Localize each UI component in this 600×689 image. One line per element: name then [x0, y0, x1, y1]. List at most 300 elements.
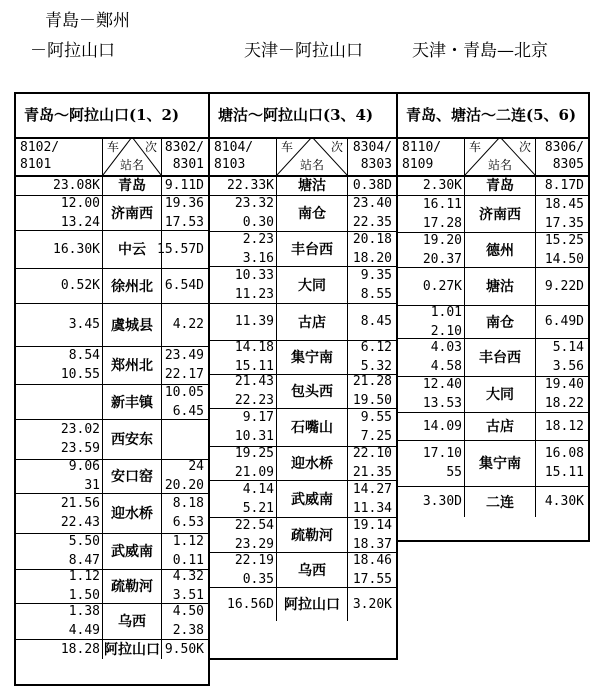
- table-row: [16, 569, 208, 604]
- time-value: 6.12: [360, 340, 392, 355]
- station-name: 德州: [464, 232, 536, 267]
- time-value: 20.37: [422, 251, 462, 267]
- time-value: 19.40: [544, 377, 584, 392]
- station-name: 集宁南: [464, 440, 536, 486]
- right-times: [165, 195, 204, 230]
- time-value: 0.27K: [422, 278, 462, 294]
- left-times: [18, 603, 100, 639]
- time-value: 10.33: [234, 267, 274, 283]
- time-value: 18.45: [544, 196, 584, 212]
- right-times: [353, 374, 392, 408]
- time-value: 0.35: [242, 571, 274, 587]
- table-row: [210, 195, 396, 232]
- time-value: 9.06: [68, 459, 100, 474]
- table-row: [398, 232, 588, 268]
- table-row: [16, 384, 208, 420]
- time-value: 5.21: [242, 500, 274, 516]
- time-value: 0.11: [172, 553, 204, 568]
- time-value: 22.33K: [227, 177, 274, 193]
- timetable-header: [16, 137, 208, 177]
- right-times: [361, 408, 392, 446]
- table-row: [16, 493, 208, 534]
- time-value: 1.12: [68, 569, 100, 584]
- station-name: 安口窑: [102, 459, 162, 493]
- time-value: 19.50: [352, 393, 392, 408]
- time-value: 15.57D: [157, 241, 204, 257]
- right-times: [165, 459, 204, 493]
- right-times: [165, 268, 204, 303]
- time-value: 16.30K: [53, 241, 100, 257]
- time-value: 23.59: [60, 441, 100, 456]
- train-number: 8109: [402, 157, 434, 172]
- left-times: [212, 517, 274, 552]
- train-number: 8101: [20, 157, 52, 172]
- caption-qingdao-zhengzhou: 青島－鄭州: [45, 11, 130, 31]
- time-value: 21.35: [352, 465, 392, 480]
- left-times: [212, 446, 274, 480]
- station-name: 古店: [276, 303, 348, 340]
- station-name: 青岛: [102, 175, 162, 195]
- train-number: 8302/: [164, 140, 204, 155]
- caption-alashankou: －阿拉山口: [30, 41, 115, 61]
- left-times: [18, 346, 100, 384]
- time-value: 19.14: [352, 517, 392, 533]
- table-row: [210, 552, 396, 588]
- time-value: 7.25: [360, 429, 392, 444]
- time-value: 2.30K: [422, 177, 462, 193]
- time-value: 11.39: [234, 314, 274, 329]
- time-value: 1.38: [68, 604, 100, 619]
- time-value: 14.50: [544, 251, 584, 267]
- station-name: 阿拉山口: [102, 639, 162, 659]
- time-value: 0.30: [242, 215, 274, 230]
- left-times: [18, 493, 100, 533]
- left-times: [18, 230, 100, 268]
- station-label: 站名: [299, 158, 324, 172]
- time-value: 23.32: [234, 196, 274, 211]
- time-value: 12.40: [422, 377, 462, 392]
- station-name: 武威南: [102, 533, 162, 569]
- time-value: 4.32: [172, 569, 204, 584]
- station-name: 集宁南: [276, 340, 348, 374]
- left-train-numbers: [214, 139, 253, 173]
- right-times: [353, 587, 392, 621]
- time-value: 1.01: [430, 304, 462, 320]
- time-value: 6.45: [172, 403, 204, 419]
- table-row: [398, 267, 588, 306]
- caption-tianjin-qingdao-beijing: 天津・青島—北京: [412, 41, 548, 61]
- time-value: 15.25: [544, 232, 584, 248]
- time-value: 5.14: [552, 340, 584, 355]
- left-times: [18, 459, 100, 493]
- station-name: 迎水桥: [276, 446, 348, 480]
- station-name: 青岛: [464, 175, 536, 195]
- time-value: 22.17: [164, 367, 204, 382]
- table-row: [210, 408, 396, 447]
- left-times: [400, 195, 462, 232]
- right-times: [353, 552, 392, 587]
- right-times: [545, 440, 584, 486]
- time-value: 17.53: [164, 214, 204, 230]
- time-value: 9.35: [360, 267, 392, 283]
- time-value: 20.20: [164, 478, 204, 493]
- time-value: 23.49: [164, 348, 204, 363]
- train-number: 8301: [172, 157, 204, 172]
- time-value: 10.31: [234, 429, 274, 444]
- right-times: [545, 486, 584, 517]
- right-times: [353, 480, 392, 517]
- station-name: 中云: [102, 230, 162, 268]
- station-label: 站名: [119, 158, 144, 172]
- time-value: 17.55: [352, 571, 392, 587]
- right-times: [173, 533, 204, 569]
- left-times: [18, 569, 100, 603]
- left-train-numbers: [402, 139, 441, 173]
- time-value: 10.55: [60, 367, 100, 382]
- left-times: [212, 231, 274, 266]
- right-times: [353, 231, 392, 266]
- left-times: [212, 266, 274, 303]
- time-value: 3.51: [172, 588, 204, 603]
- time-value: 9.50K: [164, 641, 204, 657]
- time-value: 21.09: [234, 465, 274, 480]
- right-times: [545, 267, 584, 305]
- left-times: [212, 587, 274, 621]
- time-value: 2.38: [172, 623, 204, 638]
- table-row: [398, 486, 588, 517]
- station-name: 塘沽: [464, 267, 536, 305]
- left-times: [400, 486, 462, 517]
- left-times: [18, 175, 100, 195]
- right-times: [545, 175, 584, 195]
- table-row: [16, 268, 208, 304]
- time-value: 21.43: [234, 374, 274, 389]
- ci-label: 次: [330, 140, 343, 154]
- time-value: 3.56: [552, 359, 584, 374]
- left-times: [212, 374, 274, 408]
- table-row: [398, 440, 588, 487]
- time-value: 1.50: [68, 588, 100, 603]
- train-number: 8306/: [544, 140, 584, 155]
- time-value: 0.38D: [352, 177, 392, 193]
- station-name: 阿拉山口: [276, 587, 348, 621]
- station-name: 疏勒河: [276, 517, 348, 552]
- right-times: [165, 384, 204, 419]
- station-name: 武威南: [276, 480, 348, 517]
- time-value: 16.08: [544, 446, 584, 461]
- right-times: [173, 303, 204, 346]
- left-times: [212, 303, 274, 340]
- left-train-numbers: [20, 139, 59, 173]
- time-value: 4.22: [172, 317, 204, 332]
- time-value: 22.43: [60, 515, 100, 530]
- table-row: [16, 303, 208, 347]
- station-name: 济南西: [464, 195, 536, 232]
- time-value: 17.28: [422, 215, 462, 231]
- station-name: 疏勒河: [102, 569, 162, 603]
- time-value: 10.05: [164, 384, 204, 400]
- time-value: 9.55: [360, 410, 392, 425]
- time-value: 6.49D: [544, 314, 584, 329]
- time-value: 4.58: [430, 359, 462, 374]
- station-name: 二连: [464, 486, 536, 517]
- train-number: 8110/: [402, 140, 442, 155]
- train-number: 8102/: [20, 140, 60, 155]
- time-value: 17.35: [544, 215, 584, 231]
- right-times: [173, 569, 204, 603]
- station-name: 虞城县: [102, 303, 162, 346]
- table-row: [398, 305, 588, 339]
- right-times: [361, 303, 392, 340]
- station-name: 包头西: [276, 374, 348, 408]
- time-value: 4.50: [172, 604, 204, 619]
- che-label: 车: [107, 140, 120, 154]
- timetable-qingdao-tanggu-erlian: [396, 92, 590, 542]
- header-diagonal-cell: [102, 137, 162, 175]
- right-train-numbers: [353, 139, 392, 173]
- time-value: 23.29: [234, 536, 274, 552]
- time-value: 11.23: [234, 286, 274, 302]
- left-times: [18, 419, 100, 459]
- left-times: [400, 338, 462, 376]
- table-row: [210, 231, 396, 267]
- station-name: 乌西: [276, 552, 348, 587]
- time-value: 22.35: [352, 215, 392, 230]
- time-value: 5.32: [360, 359, 392, 374]
- left-times: [212, 408, 274, 446]
- time-value: 8.55: [360, 286, 392, 302]
- time-value: 5.50: [68, 534, 100, 549]
- time-value: 4.49: [68, 623, 100, 638]
- left-times: [212, 340, 274, 374]
- table-row: [398, 175, 588, 196]
- time-value: 13.53: [422, 396, 462, 411]
- right-times: [545, 412, 584, 440]
- table-row: [16, 195, 208, 231]
- table-row: [16, 459, 208, 494]
- station-name: 南仓: [464, 305, 536, 338]
- left-times: [400, 175, 462, 195]
- header-diagonal-cell: [464, 137, 536, 175]
- time-value: 12.00: [60, 195, 100, 211]
- right-times: [545, 305, 584, 338]
- station-name: 古店: [464, 412, 536, 440]
- left-times: [18, 639, 100, 659]
- left-times: [212, 175, 274, 195]
- time-value: 31: [84, 478, 100, 493]
- right-times: [353, 175, 392, 195]
- time-value: 19.36: [164, 195, 204, 211]
- caption-tianjin-alashankou: 天津－阿拉山口: [244, 41, 363, 61]
- time-value: 22.19: [234, 552, 274, 568]
- time-value: 14.18: [234, 340, 274, 355]
- time-value: 9.11D: [164, 177, 204, 193]
- timetable-tanggu-alashankou: [208, 92, 398, 660]
- time-value: 3.30D: [422, 494, 462, 509]
- time-value: 18.28: [60, 641, 100, 657]
- table-row: [210, 446, 396, 481]
- table-row: [398, 338, 588, 377]
- right-times: [353, 446, 392, 480]
- time-value: 23.40: [352, 196, 392, 211]
- left-times: [400, 232, 462, 267]
- time-value: 14.09: [422, 418, 462, 434]
- train-number: 8303: [360, 157, 392, 172]
- time-value: 8.17D: [544, 177, 584, 193]
- right-times: [353, 195, 392, 231]
- timetable-title: 青岛～阿拉山口(1、2): [16, 94, 208, 139]
- right-times: [173, 603, 204, 639]
- station-name: 石嘴山: [276, 408, 348, 446]
- left-times: [18, 533, 100, 569]
- table-row: [398, 412, 588, 441]
- station-name: 塘沽: [276, 175, 348, 195]
- left-times: [400, 267, 462, 305]
- station-name: 郑州北: [102, 346, 162, 384]
- time-value: 4.30K: [544, 494, 584, 509]
- right-times: [165, 175, 204, 195]
- time-value: 19.20: [422, 232, 462, 248]
- table-row: [398, 376, 588, 413]
- station-name: 大同: [464, 376, 536, 412]
- right-train-numbers: [165, 139, 204, 173]
- table-row: [16, 346, 208, 385]
- right-times: [165, 346, 204, 384]
- time-value: 0.52K: [60, 278, 100, 293]
- time-value: 18.12: [544, 418, 584, 434]
- time-value: 24: [188, 459, 204, 474]
- time-value: 4.03: [430, 340, 462, 355]
- time-value: 22.10: [352, 446, 392, 461]
- station-name: 迎水桥: [102, 493, 162, 533]
- time-value: 18.46: [352, 552, 392, 568]
- timetable-header: [210, 137, 396, 177]
- timetable-header: [398, 137, 588, 177]
- time-value: 8.18: [172, 496, 204, 511]
- time-value: 23.02: [60, 422, 100, 437]
- time-value: 13.24: [60, 214, 100, 230]
- timetable-qingdao-alashankou: [14, 92, 210, 686]
- station-name: 济南西: [102, 195, 162, 230]
- left-times: [400, 305, 462, 338]
- time-value: 2.10: [430, 323, 462, 339]
- time-value: 15.11: [234, 359, 274, 374]
- header-diagonal-cell: [276, 137, 348, 175]
- right-times: [165, 639, 204, 659]
- time-value: 9.22D: [544, 278, 584, 294]
- right-times: [545, 376, 584, 412]
- train-number: 8103: [214, 157, 246, 172]
- table-row: [210, 587, 396, 621]
- left-times: [18, 268, 100, 303]
- time-value: 8.54: [68, 348, 100, 363]
- time-value: 21.56: [60, 496, 100, 511]
- left-times: [212, 480, 274, 517]
- time-value: 4.14: [242, 481, 274, 497]
- table-row: [16, 603, 208, 640]
- station-name: 徐州北: [102, 268, 162, 303]
- time-value: 15.11: [544, 465, 584, 480]
- time-value: 8.47: [68, 553, 100, 568]
- table-row: [210, 340, 396, 375]
- time-value: 20.18: [352, 231, 392, 247]
- time-value: 3.20K: [352, 596, 392, 612]
- station-name: 西安东: [102, 419, 162, 459]
- station-name: 丰台西: [276, 231, 348, 266]
- right-times: [545, 195, 584, 232]
- time-value: 6.54D: [164, 278, 204, 293]
- che-label: 车: [281, 140, 294, 154]
- left-times: [400, 376, 462, 412]
- right-times: [545, 232, 584, 267]
- left-times: [212, 195, 274, 231]
- table-row: [210, 374, 396, 409]
- train-number: 8304/: [352, 140, 392, 155]
- time-value: 1.12: [172, 534, 204, 549]
- time-value: 8.45: [360, 314, 392, 329]
- station-name: 南仓: [276, 195, 348, 231]
- right-times: [361, 266, 392, 303]
- left-times: [18, 195, 100, 230]
- ci-label: 次: [144, 140, 157, 154]
- time-value: 18.37: [352, 536, 392, 552]
- che-label: 车: [469, 140, 482, 154]
- table-row: [210, 303, 396, 341]
- station-name: 丰台西: [464, 338, 536, 376]
- table-row: [16, 419, 208, 460]
- time-value: 18.20: [352, 250, 392, 266]
- train-number: 8305: [552, 157, 584, 172]
- table-row: [16, 230, 208, 269]
- time-value: 55: [446, 465, 462, 480]
- table-row: [210, 517, 396, 553]
- time-value: 14.27: [352, 481, 392, 497]
- table-row: [16, 533, 208, 570]
- left-times: [400, 412, 462, 440]
- time-value: 21.28: [352, 374, 392, 389]
- station-name: 乌西: [102, 603, 162, 639]
- right-times: [173, 493, 204, 533]
- right-times: [361, 340, 392, 374]
- left-times: [18, 303, 100, 346]
- time-value: 22.54: [234, 517, 274, 533]
- table-row: [16, 639, 208, 659]
- left-times: [18, 384, 100, 419]
- left-times: [400, 440, 462, 486]
- time-value: 11.34: [352, 500, 392, 516]
- time-value: 22.23: [234, 393, 274, 408]
- time-value: 3.16: [242, 250, 274, 266]
- right-times: [553, 338, 584, 376]
- time-value: 2.23: [242, 231, 274, 247]
- time-value: 18.22: [544, 396, 584, 411]
- time-value: 23.08K: [53, 177, 100, 193]
- table-row: [210, 266, 396, 304]
- time-value: 3.45: [68, 317, 100, 332]
- time-value: 9.17: [242, 410, 274, 425]
- timetable-title: 塘沽～阿拉山口(3、4): [210, 94, 396, 139]
- timetable-title: 青岛、塘沽～二连(5、6): [398, 94, 588, 139]
- table-row: [398, 195, 588, 233]
- train-number: 8104/: [214, 140, 254, 155]
- time-value: 6.53: [172, 515, 204, 530]
- station-name: 新丰镇: [102, 384, 162, 419]
- table-row: [210, 480, 396, 518]
- time-value: 19.25: [234, 446, 274, 461]
- station-name: 大同: [276, 266, 348, 303]
- right-times: [157, 230, 204, 268]
- right-train-numbers: [545, 139, 584, 173]
